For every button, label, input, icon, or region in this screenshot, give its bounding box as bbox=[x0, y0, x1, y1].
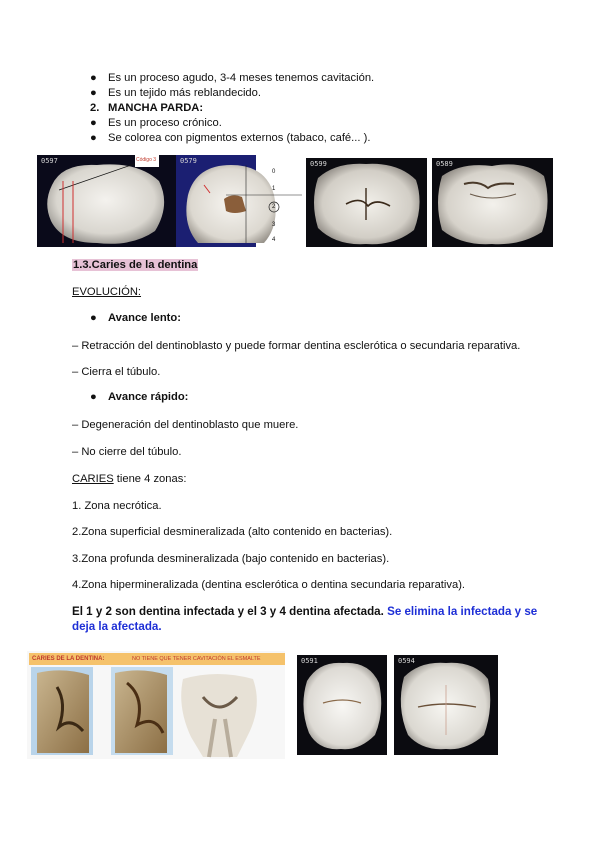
code-2: 2 bbox=[272, 204, 276, 210]
caries-zonas-intro: CARIES tiene 4 zonas: bbox=[72, 473, 187, 485]
mancha-parda-heading: 2. MANCHA PARDA: bbox=[90, 102, 204, 114]
dentin-caries-panel bbox=[27, 651, 285, 759]
tooth-photo-4 bbox=[432, 158, 553, 247]
tooth-photo-2 bbox=[176, 155, 302, 247]
tooth-photo-1 bbox=[37, 155, 176, 247]
code-1: 1 bbox=[272, 186, 276, 192]
rapido-item: – No cierre del túbulo. bbox=[72, 446, 182, 458]
code-label: Código 3 bbox=[136, 157, 157, 163]
photo-badge: 0591 bbox=[301, 657, 318, 665]
tooth-photo-3 bbox=[306, 158, 427, 247]
bullet-item: ● Se colorea con pigmentos externos (tabaco, café... ). bbox=[90, 132, 371, 144]
lento-item: – Retracción del dentinoblasto y puede formar dentina esclerótica o secundaria reparativa. bbox=[72, 340, 521, 352]
zona-item: 1. Zona necrótica. bbox=[72, 500, 162, 512]
conclusion-line-1: El 1 y 2 son dentina infectada y el 3 y 4 dentina afectada. Se elimina la infectada y se bbox=[72, 605, 538, 618]
code-3: 3 bbox=[272, 222, 276, 228]
zona-item: 2.Zona superficial desmineralizada (alto contenido en bacterias). bbox=[72, 526, 393, 538]
photo-badge: 0594 bbox=[398, 657, 415, 665]
lento-item: – Cierra el túbulo. bbox=[72, 366, 161, 378]
code-0: 0 bbox=[272, 169, 276, 175]
zona-item: 3.Zona profunda desmineralizada (bajo contenido en bacterias). bbox=[72, 553, 390, 565]
tooth-photo-6 bbox=[394, 655, 498, 755]
photo-badge: 0599 bbox=[310, 160, 327, 168]
conclusion-line-2: deja la afectada. bbox=[72, 620, 162, 633]
banner-right: NO TIENE QUE TENER CAVITACIÓN EL ESMALTE bbox=[129, 653, 285, 665]
bullet-item: ● Es un proceso agudo, 3-4 meses tenemos cavitación. bbox=[90, 72, 375, 84]
rapido-item: – Degeneración del dentinoblasto que muere. bbox=[72, 419, 299, 431]
avance-lento-heading: ● Avance lento: bbox=[90, 312, 181, 324]
photo-badge: 0589 bbox=[436, 160, 453, 168]
bullet-item: ● Es un tejido más reblandecido. bbox=[90, 87, 261, 99]
section-title: 1.3.Caries de la dentina bbox=[73, 259, 198, 271]
banner-left: CARIES DE LA DENTINA: bbox=[29, 653, 130, 665]
photo-badge: 0597 bbox=[41, 157, 58, 165]
bullet-item: ● Es un proceso crónico. bbox=[90, 117, 222, 129]
tooth-photo-5 bbox=[297, 655, 387, 755]
evolucion-label: EVOLUCIÓN: bbox=[72, 286, 142, 298]
zona-item: 4.Zona hipermineralizada (dentina esclerótica o dentina secundaria reparativa). bbox=[72, 579, 466, 591]
avance-rapido-heading: ● Avance rápido: bbox=[90, 391, 189, 403]
code-4: 4 bbox=[272, 237, 276, 243]
photo-badge: 0579 bbox=[180, 157, 197, 165]
